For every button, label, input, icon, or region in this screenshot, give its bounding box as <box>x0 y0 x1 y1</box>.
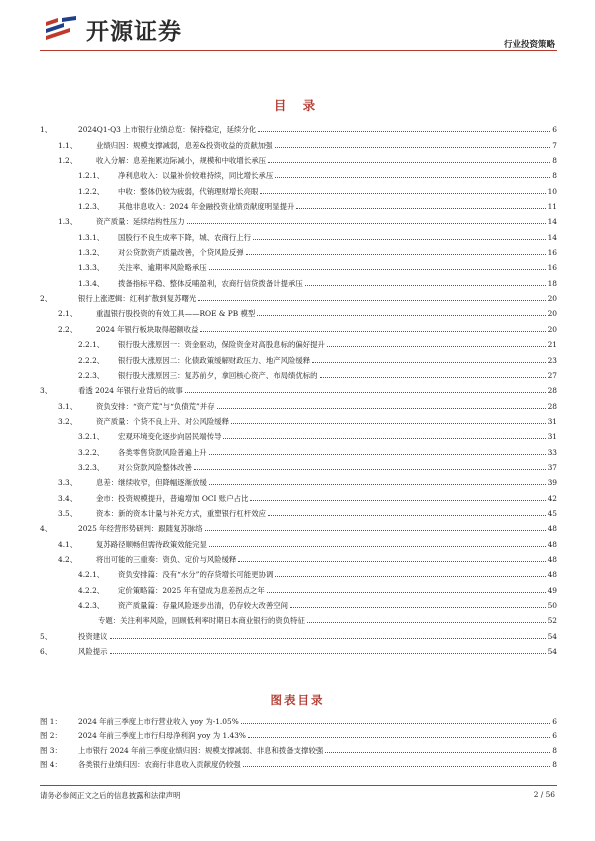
toc-entry[interactable] <box>40 579 557 594</box>
toc-leader-dots <box>223 438 545 439</box>
toc-entry-text: 息差：继续收窄，但降幅逐渐放缓 <box>96 478 207 488</box>
toc-leader-dots <box>307 622 546 623</box>
toc-entry-page: 48 <box>547 570 557 580</box>
toc-entry-text: 资本：新的资本计量与补充方式，重塑银行杠杆效应 <box>96 508 266 518</box>
toc-entry[interactable] <box>40 334 557 349</box>
toc-entry-number: 4.2.1、 <box>78 570 105 580</box>
toc-entry-number: 3.3、 <box>58 478 78 488</box>
toc-leader-dots <box>209 454 546 455</box>
page-header <box>0 0 595 52</box>
toc-entry-number: 1.2.3、 <box>78 202 105 212</box>
toc-entry-text: 各类零售贷款风险普遍上升 <box>118 447 207 457</box>
toc-entry[interactable] <box>40 533 557 548</box>
toc-entry-page: 8 <box>552 156 557 166</box>
figure-leader-dots <box>248 737 550 738</box>
toc-entry[interactable] <box>40 595 557 610</box>
toc-entry[interactable] <box>40 196 557 211</box>
toc-entry-page: 16 <box>547 248 557 258</box>
toc-entry-page: 18 <box>547 278 557 288</box>
toc-entry-page: 8 <box>552 171 557 181</box>
toc-leader-dots <box>200 331 545 332</box>
toc-entry[interactable] <box>40 518 557 533</box>
toc-entry-number: 2.2.3、 <box>78 370 105 380</box>
toc-leader-dots <box>209 269 546 270</box>
figure-entry-text: 各类银行业绩归因：农商行非息收入贡献度仍较强 <box>78 760 241 770</box>
toc-entry-text: 资产质量篇：存量风险逐步出清，仍存较大改善空间 <box>118 601 288 610</box>
toc-entry-page: 48 <box>547 554 557 564</box>
toc-entry-page: 16 <box>547 263 557 273</box>
toc-entry[interactable] <box>40 641 557 656</box>
toc-entry-page: 48 <box>547 524 557 534</box>
toc-entry[interactable] <box>40 549 557 564</box>
toc-entry[interactable] <box>40 457 557 472</box>
toc-entry-text: 宏观环境变化逐步向居民端传导 <box>118 432 222 442</box>
toc-entry-number: 2.1、 <box>58 309 78 319</box>
toc-leader-dots <box>257 315 545 316</box>
figure-leader-dots <box>243 766 551 767</box>
toc-leader-dots <box>312 362 545 363</box>
toc-entry-text: 看透 2024 年银行业背后的故事 <box>78 386 183 396</box>
brand-logo <box>42 14 182 44</box>
toc-leader-dots <box>198 300 545 301</box>
toc-leader-dots <box>305 285 546 286</box>
toc-entry-page: 6 <box>552 125 557 135</box>
toc-leader-dots <box>268 515 546 516</box>
toc-entry-page: 21 <box>547 340 557 350</box>
figure-entry-page: 6 <box>552 731 557 741</box>
toc-entry[interactable] <box>40 211 557 226</box>
toc-entry-number: 2.2.1、 <box>78 340 105 350</box>
toc-entry-page: 7 <box>552 140 557 150</box>
toc-entry-page: 54 <box>547 647 557 657</box>
figure-entry[interactable] <box>40 726 557 741</box>
toc-entry-page: 31 <box>547 416 557 426</box>
toc-entry[interactable] <box>40 426 557 441</box>
toc-entry-page: 52 <box>547 616 557 626</box>
figure-entry-number: 图 2： <box>40 731 62 741</box>
toc-leader-dots <box>217 408 546 409</box>
toc-entry-page: 11 <box>547 202 557 212</box>
toc-entry-text: 银行上涨逻辑：红利扩散到复苏曙光 <box>78 294 197 304</box>
toc-entry-number: 1.3、 <box>58 217 78 227</box>
toc-entry-page: 20 <box>547 294 557 304</box>
toc-entry-page: 37 <box>547 462 557 472</box>
figure-entry[interactable] <box>40 755 557 770</box>
toc-entry-text: 关注率、逾期率风险略承压 <box>118 263 207 273</box>
toc-entry-page: 50 <box>547 601 557 610</box>
toc-entry[interactable] <box>40 180 557 195</box>
toc-entry-text: 中收：整体仍较为疲弱，代销理财增长亮眼 <box>118 186 259 196</box>
toc-leader-dots <box>260 193 545 194</box>
toc-entry[interactable] <box>40 288 557 303</box>
toc-entry-text: 对公贷款资产质量改善，个贷风险反弹 <box>118 248 244 258</box>
toc-entry-page: 39 <box>547 478 557 488</box>
toc-entry[interactable] <box>40 610 557 625</box>
toc-entry-number: 3.2.2、 <box>78 447 105 457</box>
figure-entry-number: 图 4： <box>40 760 62 770</box>
toc-entry[interactable] <box>40 134 557 149</box>
toc-entry-text: 对公贷款风险整体改善 <box>118 462 192 472</box>
toc-leader-dots <box>205 530 546 531</box>
toc-entry[interactable] <box>40 380 557 395</box>
toc-entry-page: 48 <box>547 539 557 549</box>
toc-entry[interactable] <box>40 165 557 180</box>
toc-entry-number: 1.2.2、 <box>78 186 105 196</box>
toc-title: 目 录 <box>273 98 322 113</box>
figure-entry-number: 图 1： <box>40 716 62 726</box>
toc-entry-text: 重温银行股投资的有效工具——ROE & PB 模型 <box>96 309 256 319</box>
figure-leader-dots <box>325 752 550 753</box>
toc-entry-page: 20 <box>547 324 557 334</box>
toc-entry-number: 1.1、 <box>58 140 78 150</box>
toc-entry[interactable] <box>40 472 557 487</box>
toc-entry-number: 1.3.3、 <box>78 263 105 273</box>
toc-leader-dots <box>209 546 546 547</box>
toc-entry-text: 资负安排：“资产荒”与“负债荒”并存 <box>96 401 215 411</box>
toc-entry-number: 4.2、 <box>58 554 78 564</box>
toc-entry[interactable] <box>40 318 557 333</box>
toc-entry-text: 定价策略篇：2025 年有望成为息差拐点之年 <box>118 585 265 595</box>
toc-entry-number: 1.2、 <box>58 156 78 166</box>
toc-leader-dots <box>296 208 545 209</box>
toc-entry-number: 3、 <box>40 386 53 396</box>
figure-entry-page: 6 <box>552 716 557 726</box>
toc-entry[interactable] <box>40 242 557 257</box>
toc-entry-text: 国股行不良生成率下降，城、农商行上行 <box>118 232 252 242</box>
toc-leader-dots <box>238 561 545 562</box>
toc-entry-text: 2024 年银行板块取得超额收益 <box>96 324 199 334</box>
toc-entry-page: 45 <box>547 508 557 518</box>
toc-entry-number: 1.3.4、 <box>78 278 105 288</box>
toc-entry[interactable] <box>40 272 557 287</box>
figure-entry-page: 8 <box>552 760 557 770</box>
toc-leader-dots <box>327 346 546 347</box>
toc-entry-page: 49 <box>547 585 557 595</box>
toc-entry[interactable] <box>40 625 557 640</box>
toc-entry-number: 5、 <box>40 631 53 641</box>
toc-leader-dots <box>110 638 546 639</box>
toc-entry[interactable] <box>40 487 557 502</box>
toc-entry[interactable] <box>40 119 557 134</box>
toc-entry-text: 资负安排篇：没有“水分”的存贷增长可能更协调 <box>118 570 274 580</box>
toc-leader-dots <box>320 377 546 378</box>
page-number: 2 / 56 <box>533 790 555 799</box>
figure-entry-text: 2024 年前三季度上市行营业收入 yoy 为-1.05% <box>78 716 239 726</box>
toc-entry-text: 收入分解：息差拖累边际减小，规模和中收增长承压 <box>96 156 266 166</box>
toc-entry-number: 1、 <box>40 125 53 135</box>
figure-entry-page: 8 <box>552 745 557 755</box>
table-of-contents <box>40 119 557 656</box>
toc-entry-text: 业绩归因：规模支撑减弱，息差&投资收益的贡献加强 <box>96 140 273 150</box>
toc-entry-page: 23 <box>547 355 557 365</box>
toc-entry-text: 资产质量：延续结构性压力 <box>96 217 185 227</box>
toc-leader-dots <box>194 469 546 470</box>
toc-leader-dots <box>258 131 550 132</box>
header-divider <box>40 50 557 51</box>
toc-entry-number: 1.2.1、 <box>78 171 105 181</box>
toc-leader-dots <box>231 423 546 424</box>
toc-leader-dots <box>187 223 546 224</box>
toc-entry[interactable] <box>40 303 557 318</box>
figure-leader-dots <box>241 723 551 724</box>
toc-entry-text: 将出可能的三重奏：资负、定价与风险缓释 <box>96 554 237 564</box>
toc-entry-number: 3.2.3、 <box>78 462 105 472</box>
toc-leader-dots <box>209 484 546 485</box>
toc-entry-number: 1.3.1、 <box>78 232 105 242</box>
toc-leader-dots <box>185 392 546 393</box>
toc-entry-page: 54 <box>547 631 557 641</box>
toc-leader-dots <box>275 147 551 148</box>
toc-entry[interactable] <box>40 365 557 380</box>
toc-leader-dots <box>275 576 545 577</box>
toc-entry-page: 20 <box>547 309 557 319</box>
toc-entry[interactable] <box>40 226 557 241</box>
figure-entry[interactable] <box>40 740 557 755</box>
toc-entry-text: 资产质量：个贷不良上升、对公风险缓释 <box>96 416 230 426</box>
toc-entry-text: 净利息收入：以量补价较难持续，同比增长承压 <box>118 171 274 181</box>
report-type: 行业投资策略 <box>503 40 555 50</box>
figure-entry-number: 图 3： <box>40 745 62 755</box>
toc-leader-dots <box>110 653 546 654</box>
toc-entry-page: 31 <box>547 432 557 442</box>
toc-entry-number: 4、 <box>40 524 53 534</box>
toc-entry-text: 复苏路径顺畅但需待政策效能完显 <box>96 539 207 549</box>
kaiyuan-logo-icon <box>42 14 82 44</box>
toc-leader-dots <box>253 239 546 240</box>
toc-entry[interactable] <box>40 411 557 426</box>
toc-entry[interactable] <box>40 503 557 518</box>
toc-entry[interactable] <box>40 564 557 579</box>
toc-entry-page: 14 <box>547 217 557 227</box>
toc-entry-text: 金市：投资规模提升，普遍增加 OCI 账户占比 <box>96 493 249 503</box>
toc-entry[interactable] <box>40 150 557 165</box>
toc-entry-number: 2.2、 <box>58 324 78 334</box>
toc-entry-number: 3.2、 <box>58 416 78 426</box>
toc-entry-text: 银行股大涨原因一：资金驱动，保险资金对高股息标的偏好提升 <box>118 340 325 350</box>
toc-entry-page: 27 <box>547 370 557 380</box>
toc-entry-text: 2024Q1-Q3 上市银行业绩总览：保持稳定，延续分化 <box>78 125 257 135</box>
toc-entry-page: 42 <box>547 493 557 503</box>
toc-entry[interactable] <box>40 257 557 272</box>
toc-entry-number: 3.5、 <box>58 508 78 518</box>
toc-entry-page: 28 <box>547 386 557 396</box>
figure-entry-text: 上市银行 2024 年前三季度业绩归因：规模支撑减弱、非息和拨备支撑较强 <box>78 745 324 755</box>
toc-entry-text: 银行股大涨原因三：复苏前夕，拿回核心资产、布局绩优标的 <box>118 370 318 380</box>
toc-entry-number: 2.2.2、 <box>78 355 105 365</box>
figure-list-title: 图表目录 <box>270 693 325 707</box>
toc-entry-page: 33 <box>547 447 557 457</box>
toc-entry-number: 2、 <box>40 294 53 304</box>
toc-entry-number: 3.4、 <box>58 493 78 503</box>
toc-entry-text: 风险提示 <box>78 647 108 657</box>
toc-entry-text: 投资建议 <box>78 631 108 641</box>
toc-entry-number: 1.3.2、 <box>78 248 105 258</box>
toc-entry-number: 4.2.2、 <box>78 585 105 595</box>
toc-entry-number: 3.1、 <box>58 401 78 411</box>
toc-entry-number: 4.2.3、 <box>78 601 105 610</box>
toc-entry-text: 2025 年经营形势研判：跟随复苏脉络 <box>78 524 203 534</box>
toc-entry-page: 28 <box>547 401 557 411</box>
toc-leader-dots <box>275 177 550 178</box>
toc-entry-text: 拨备指标平稳、整体反哺盈利，农商行信贷拨备计提承压 <box>118 278 303 288</box>
footer-disclaimer: 请务必参阅正文之后的信息披露和法律声明 <box>40 791 181 800</box>
brand-name: 开源证券 <box>86 18 182 45</box>
toc-leader-dots <box>290 607 546 608</box>
toc-entry-number: 3.2.1、 <box>78 432 105 442</box>
toc-entry-text: 专题：关注利率风险，回顾低利率时期日本商业银行的资负特征 <box>98 616 305 626</box>
toc-entry-page: 14 <box>547 232 557 242</box>
toc-entry[interactable] <box>40 349 557 364</box>
footer-divider <box>40 785 557 786</box>
toc-leader-dots <box>267 592 546 593</box>
toc-entry-page: 10 <box>547 186 557 196</box>
toc-leader-dots <box>268 162 550 163</box>
toc-entry[interactable] <box>40 441 557 456</box>
toc-entry-text: 银行股大涨原因二：化债政策缓解财政压力、地产风险缓释 <box>118 355 311 365</box>
figure-entry-text: 2024 年前三季度上市行归母净利润 yoy 为 1.43% <box>78 731 246 741</box>
toc-entry-number: 4.1、 <box>58 539 78 549</box>
toc-entry-text: 其他非息收入：2024 年金融投资业绩贡献度明显提升 <box>118 202 295 212</box>
toc-leader-dots <box>246 254 546 255</box>
toc-entry[interactable] <box>40 395 557 410</box>
figure-list <box>40 711 557 769</box>
toc-entry-number: 6、 <box>40 647 53 657</box>
figure-entry[interactable] <box>40 711 557 726</box>
toc-leader-dots <box>250 500 545 501</box>
